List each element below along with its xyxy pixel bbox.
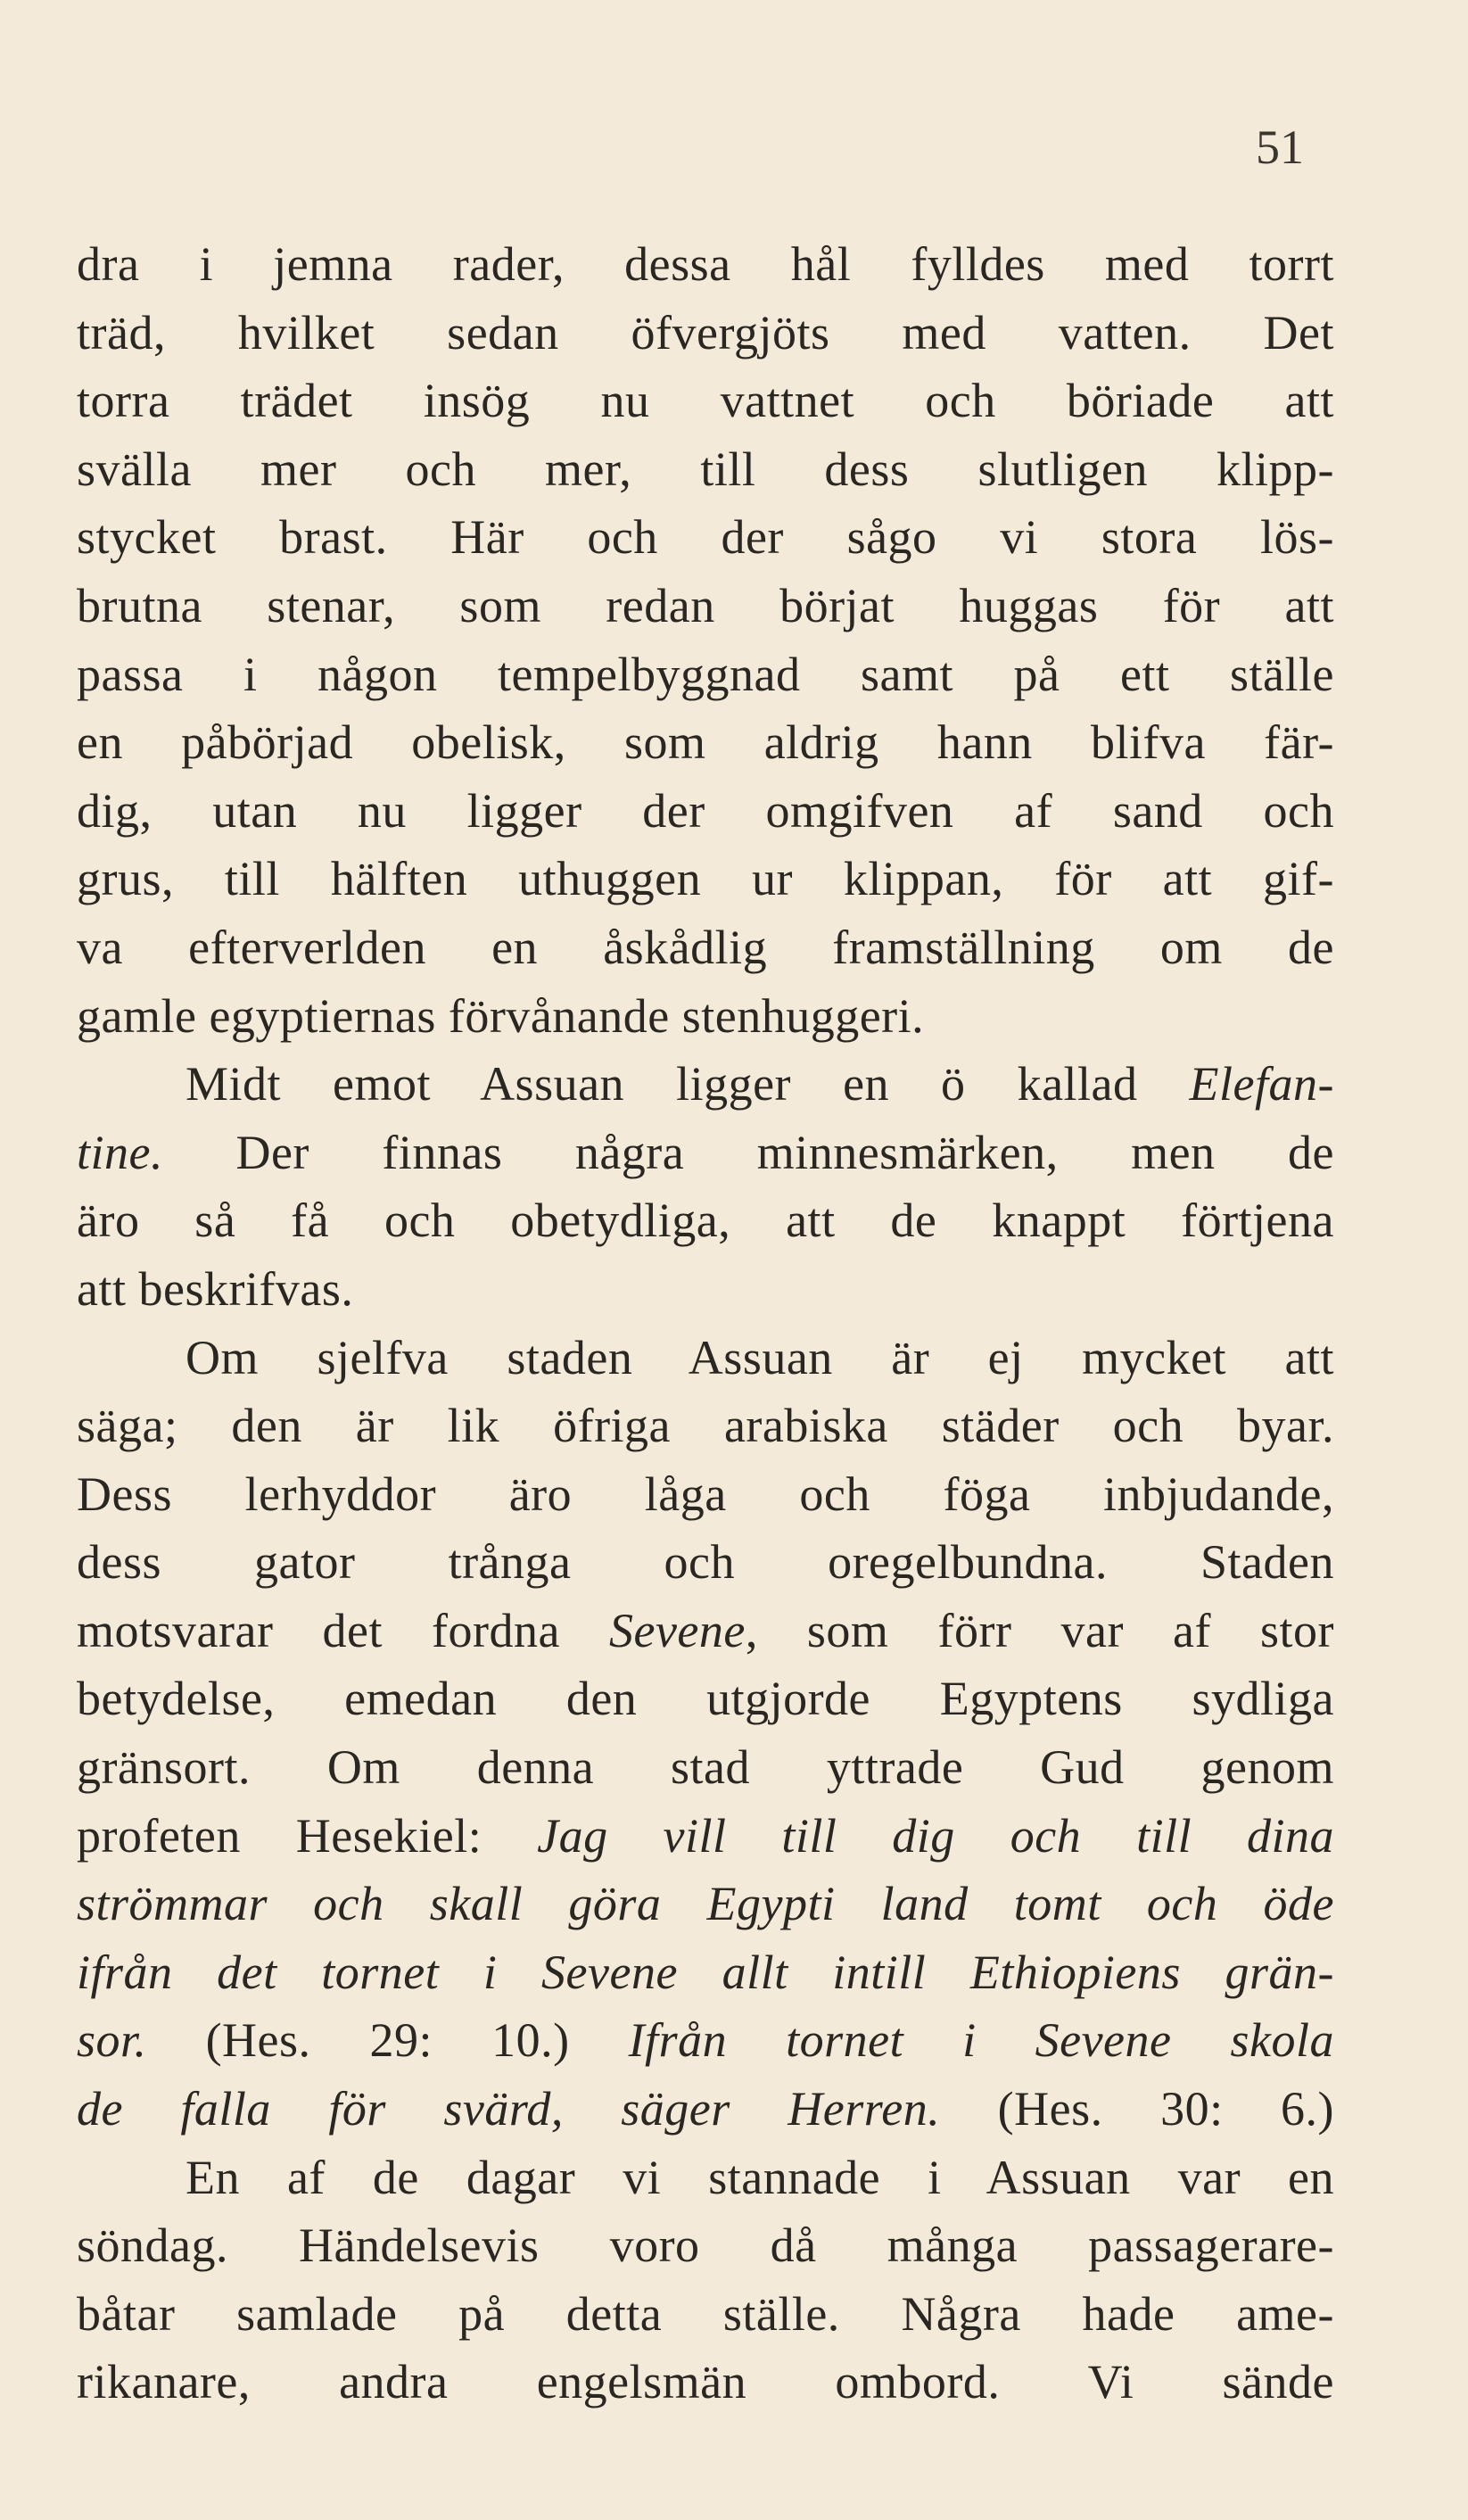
text-run: dig, utan nu ligger der omgifven af sand och <box>77 783 1334 838</box>
text-run: Der finnas några minnesmärken, men de <box>162 1125 1334 1179</box>
text-run: , som förr var af stor <box>745 1603 1334 1657</box>
text-run: motsvarar det fordna <box>77 1603 609 1657</box>
text-run: båtar samlade på detta ställe. Några hade ame- <box>77 2286 1334 2341</box>
text-run: att beskrifvas. <box>77 1261 354 1316</box>
text-line <box>77 1733 1334 1802</box>
text-run: grus, till hälften uthuggen ur klippan, för att gif- <box>77 852 1334 906</box>
italic-text: de falla för svärd, säger Herren. <box>77 2082 941 2136</box>
italic-text: Sevene <box>608 1603 746 1657</box>
text-line <box>77 913 1334 982</box>
text-run: träd, hvilket sedan öfvergjöts med vatten. Det <box>77 305 1334 359</box>
text-run: Midt emot Assuan ligger en ö kallad <box>186 1057 1190 1111</box>
text-run: en påbörjad obelisk, som aldrig hann blifva fär- <box>77 715 1334 770</box>
text-line <box>77 1665 1334 1733</box>
text-line <box>77 1324 1334 1392</box>
text-run: svälla mer och mer, till dess slutligen klipp- <box>77 442 1334 496</box>
text-run: stycket brast. Här och der sågo vi stora lös- <box>77 510 1334 565</box>
text-run: dess gator trånga och oregelbundna. Staden <box>77 1535 1334 1590</box>
text-run: (Hes. 29: 10.) <box>146 2013 629 2068</box>
text-run: rikanare, andra engelsmän ombord. Vi sände <box>77 2355 1334 2409</box>
text-line <box>77 435 1334 504</box>
text-line <box>77 1392 1334 1460</box>
text-line <box>77 1802 1334 1871</box>
text-run: Om sjelfva staden Assuan är ej mycket att <box>186 1330 1334 1384</box>
text-run: säga; den är lik öfriga arabiska städer och byar. <box>77 1399 1334 1453</box>
text-line <box>77 299 1334 368</box>
text-line <box>77 2211 1334 2280</box>
text-line <box>77 708 1334 777</box>
text-run: Dess lerhyddor äro låga och föga inbjudande, <box>77 1467 1334 1521</box>
text-line <box>77 777 1334 846</box>
text-run: betydelse, emedan den utgjorde Egyptens sydliga <box>77 1672 1334 1726</box>
text-line <box>77 640 1334 709</box>
italic-text: Jag vill till dig och till dina <box>537 1808 1334 1863</box>
text-line <box>77 2348 1334 2417</box>
text-line <box>77 367 1334 435</box>
text-line <box>77 1528 1334 1597</box>
text-run: brutna stenar, som redan börjat huggas för att <box>77 578 1334 632</box>
text-line <box>77 2075 1334 2144</box>
text-line <box>77 1186 1334 1255</box>
text-line <box>77 2280 1334 2349</box>
text-run: äro så få och obetydliga, att de knappt förtjena <box>77 1194 1334 1248</box>
text-run: gamle egyptiernas förvånande stenhuggeri. <box>77 988 925 1043</box>
text-line <box>77 230 1334 299</box>
text-line <box>77 1938 1334 2007</box>
text-run: En af de dagar vi stannade i Assuan var en <box>186 2150 1334 2204</box>
text-run: torra trädet insög nu vattnet och böriade att <box>77 374 1334 428</box>
italic-text: ifrån det tornet i Sevene allt intill Ethiopiens grän- <box>77 1945 1334 1999</box>
text-line <box>77 1119 1334 1187</box>
italic-text: sor. <box>77 2013 147 2068</box>
italic-text: Elefan- <box>1189 1057 1334 1111</box>
text-run: dra i jemna rader, dessa hål fylldes med torrt <box>77 237 1334 291</box>
text-line <box>77 2006 1334 2075</box>
text-line <box>77 1460 1334 1529</box>
text-run: va efterverlden en åskådlig framställning om de <box>77 920 1334 974</box>
text-run: (Hes. 30: 6.) <box>940 2082 1334 2136</box>
text-run: passa i någon tempelbyggnad samt på ett ställe <box>77 647 1334 701</box>
text-line <box>77 572 1334 640</box>
text-line <box>77 2144 1334 2212</box>
text-run: profeten Hesekiel: <box>77 1808 538 1863</box>
italic-text: tine. <box>77 1125 163 1179</box>
italic-text: Ifrån tornet i Sevene skola <box>628 2013 1334 2068</box>
text-line <box>77 982 1334 1051</box>
text-line <box>77 1050 1334 1119</box>
text-line <box>77 1255 1334 1324</box>
body-text <box>77 230 1334 2417</box>
italic-text: strömmar och skall göra Egypti land tomt och öde <box>77 1877 1334 1931</box>
text-line <box>77 845 1334 913</box>
text-line <box>77 1870 1334 1938</box>
text-line <box>77 503 1334 572</box>
page-number: 51 <box>1256 120 1304 174</box>
text-run: söndag. Händelsevis voro då många passagerare- <box>77 2218 1334 2273</box>
text-run: gränsort. Om denna stad yttrade Gud genom <box>77 1740 1334 1795</box>
text-line <box>77 1597 1334 1665</box>
